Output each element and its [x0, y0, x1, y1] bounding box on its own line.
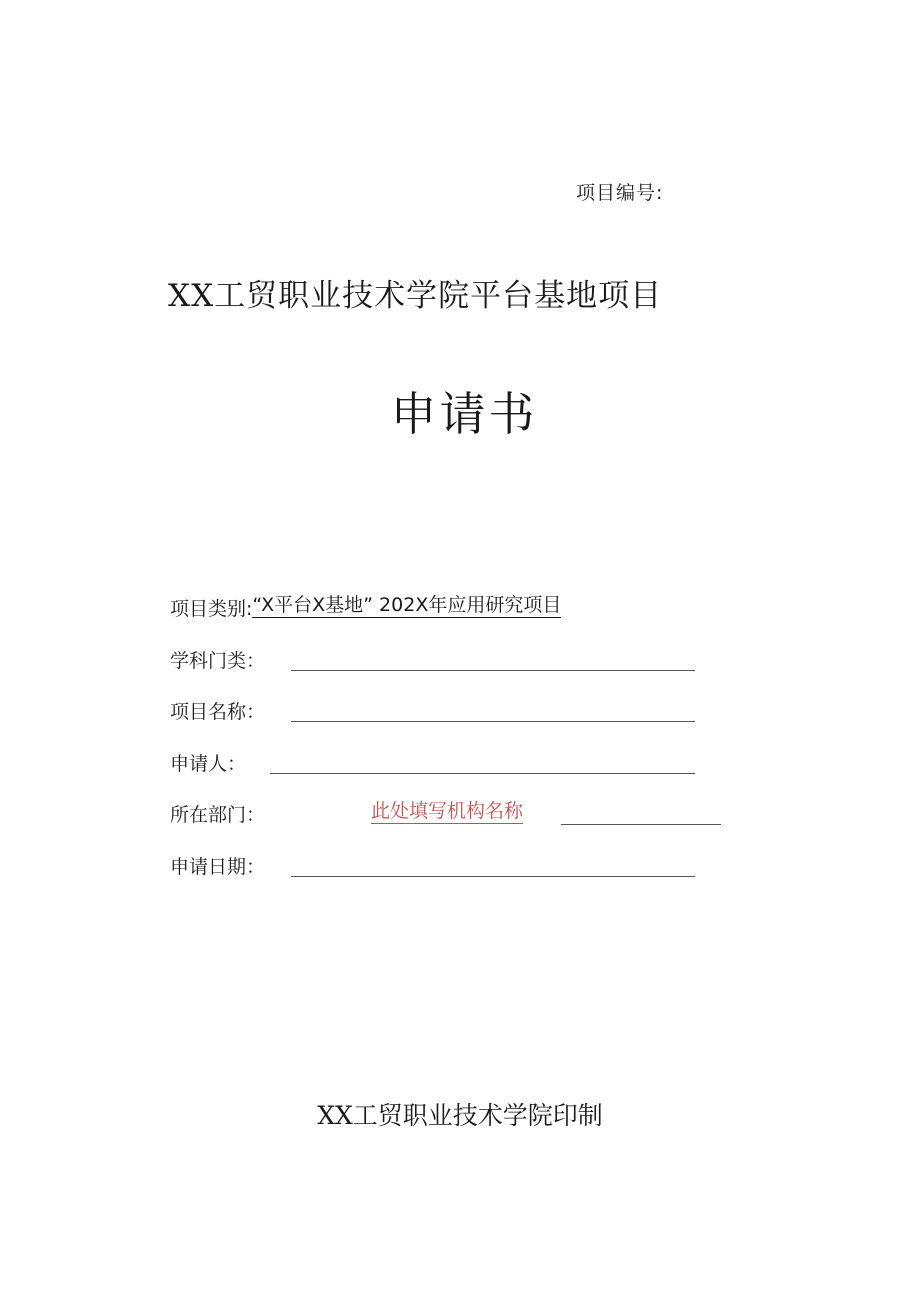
- department-blank-line[interactable]: [561, 824, 721, 825]
- document-type-heading: 申请书: [390, 387, 538, 441]
- discipline-blank-line[interactable]: [291, 670, 695, 671]
- discipline-label: 学科门类：: [170, 649, 266, 672]
- project-name-blank-line[interactable]: [291, 721, 695, 722]
- field-row-applicant: [170, 749, 730, 801]
- application-fields: [170, 594, 730, 903]
- department-placeholder[interactable]: 此处填写机构名称: [371, 800, 524, 822]
- project-number-label: 项目编号:: [576, 182, 664, 204]
- applicant-label: 申请人：: [170, 752, 247, 775]
- field-row-department: [170, 800, 730, 852]
- category-label: 项目类别:: [170, 598, 253, 620]
- footer-text: XX工贸职业技术学院印制: [317, 1101, 603, 1130]
- footer-printed-by: [0, 1096, 920, 1132]
- date-label: 申请日期：: [170, 855, 266, 878]
- category-value: “X平台X基地” 202X年应用研究项目: [252, 594, 562, 616]
- department-label: 所在部门：: [170, 804, 266, 826]
- field-row-category: [170, 594, 730, 646]
- applicant-blank-line[interactable]: [270, 773, 695, 774]
- date-blank-line[interactable]: [291, 876, 695, 877]
- field-row-date: [170, 852, 730, 904]
- field-row-discipline: [170, 646, 730, 698]
- field-row-project-name: [170, 697, 730, 749]
- document-title: XX工贸职业技术学院平台基地项目: [168, 278, 663, 314]
- project-name-label: 项目名称：: [170, 701, 266, 723]
